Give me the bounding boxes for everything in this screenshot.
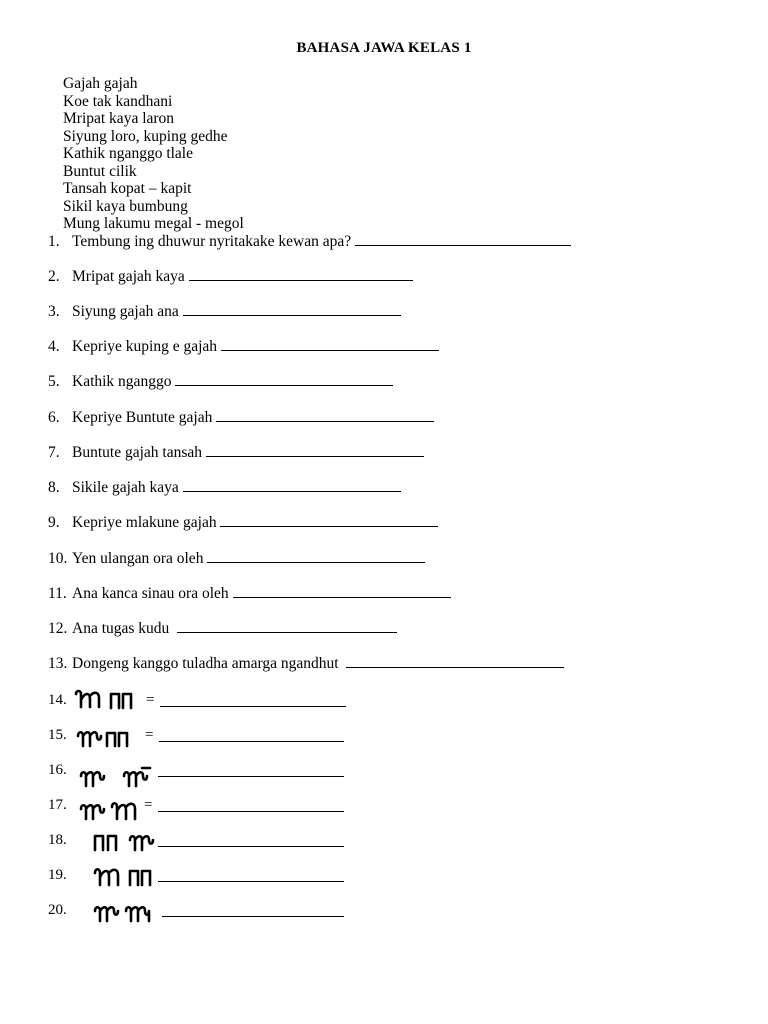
question-4 [48, 338, 439, 356]
question-number: 18. [48, 832, 67, 848]
question-number: 5. [48, 373, 60, 390]
poem-line: Siyung loro, kuping gedhe [63, 127, 228, 145]
answer-blank[interactable] [158, 766, 344, 777]
question-number: 6. [48, 409, 60, 426]
poem-line: Tansah kopat – kapit [63, 180, 192, 197]
question-number: 11. [48, 585, 67, 602]
answer-blank[interactable] [160, 696, 346, 707]
question-13 [48, 655, 564, 673]
answer-blank[interactable] [183, 479, 401, 492]
question-text: Mripat gajah kaya [72, 268, 185, 285]
equals-sign: = [146, 692, 155, 708]
answer-blank[interactable] [206, 444, 424, 457]
question-number: 3. [48, 303, 60, 320]
question-number: 2. [48, 268, 60, 285]
javanese-script-image [73, 688, 135, 712]
question-text: Kepriye mlakune gajah [72, 514, 217, 531]
javanese-script-image [78, 766, 158, 790]
question-3 [48, 303, 401, 321]
question-number: 20. [48, 902, 67, 918]
question-number: 17. [48, 797, 67, 813]
question-text: Yen ulangan ora oleh [72, 550, 204, 567]
poem-line: Mripat kaya laron [63, 110, 175, 127]
question-9 [48, 514, 438, 532]
question-text: Ana tugas kudu [72, 620, 170, 637]
answer-blank[interactable] [207, 550, 425, 563]
question-number: 16. [48, 762, 67, 778]
javanese-script-image [78, 799, 148, 823]
poem [63, 75, 244, 233]
question-text: Kathik nganggo [72, 373, 172, 390]
question-text: Dongeng kanggo tuladha amarga ngandhut [72, 655, 339, 672]
question-7 [48, 444, 424, 462]
javanese-script-image [92, 865, 164, 889]
poem-line: Koe tak kandhani [63, 92, 173, 110]
answer-blank[interactable] [355, 233, 571, 246]
answer-blank[interactable] [233, 585, 451, 598]
question-number: 14. [48, 692, 67, 708]
answer-blank[interactable] [175, 373, 393, 386]
equals-sign: = [145, 727, 154, 743]
question-6 [48, 409, 434, 427]
question-number: 12. [48, 620, 68, 637]
question-number: 19. [48, 867, 67, 883]
answer-blank[interactable] [189, 268, 413, 281]
question-5 [48, 373, 393, 391]
question-text: Ana kanca sinau ora oleh [72, 585, 229, 602]
answer-blank[interactable] [159, 731, 344, 742]
question-1 [48, 233, 571, 251]
answer-blank[interactable] [158, 836, 344, 847]
question-2 [48, 268, 413, 286]
worksheet-title: BAHASA JAWA KELAS 1 [296, 40, 472, 56]
question-number: 9. [48, 514, 60, 531]
answer-blank[interactable] [221, 338, 439, 351]
equals-sign: = [144, 797, 153, 813]
question-8 [48, 479, 401, 497]
poem-line: Mung lakumu megal - megol [63, 215, 244, 232]
question-text: Kepriye kuping e gajah [72, 338, 218, 355]
javanese-script-image [92, 901, 164, 925]
answer-blank[interactable] [162, 906, 344, 917]
answer-blank[interactable] [346, 655, 564, 668]
question-number: 10. [48, 550, 68, 567]
answer-blank[interactable] [216, 409, 434, 422]
poem-line: Buntut cilik [63, 162, 137, 180]
answer-blank[interactable] [220, 514, 438, 527]
answer-blank[interactable] [183, 303, 401, 316]
question-number: 4. [48, 338, 60, 355]
answer-blank[interactable] [158, 801, 344, 812]
question-10 [48, 550, 425, 568]
question-number: 13. [48, 655, 68, 672]
question-11 [48, 585, 451, 603]
poem-line: Sikil kaya bumbung [63, 197, 188, 215]
question-number: 1. [48, 233, 60, 250]
poem-line: Gajah gajah [63, 75, 138, 92]
question-text: Kepriye Buntute gajah [72, 409, 213, 426]
question-12 [48, 620, 397, 638]
poem-line: Kathik nganggo tlale [63, 145, 193, 162]
question-text: Buntute gajah tansah [72, 444, 202, 461]
question-number: 15. [48, 727, 67, 743]
javanese-script-image [75, 726, 135, 750]
question-text: Siyung gajah ana [72, 303, 179, 320]
question-text: Tembung ing dhuwur nyritakake kewan apa? [72, 233, 352, 250]
question-text: Sikile gajah kaya [72, 479, 179, 496]
question-number: 7. [48, 444, 60, 461]
answer-blank[interactable] [177, 620, 397, 633]
answer-blank[interactable] [158, 871, 344, 882]
question-number: 8. [48, 479, 60, 496]
javanese-script-image [92, 830, 164, 854]
